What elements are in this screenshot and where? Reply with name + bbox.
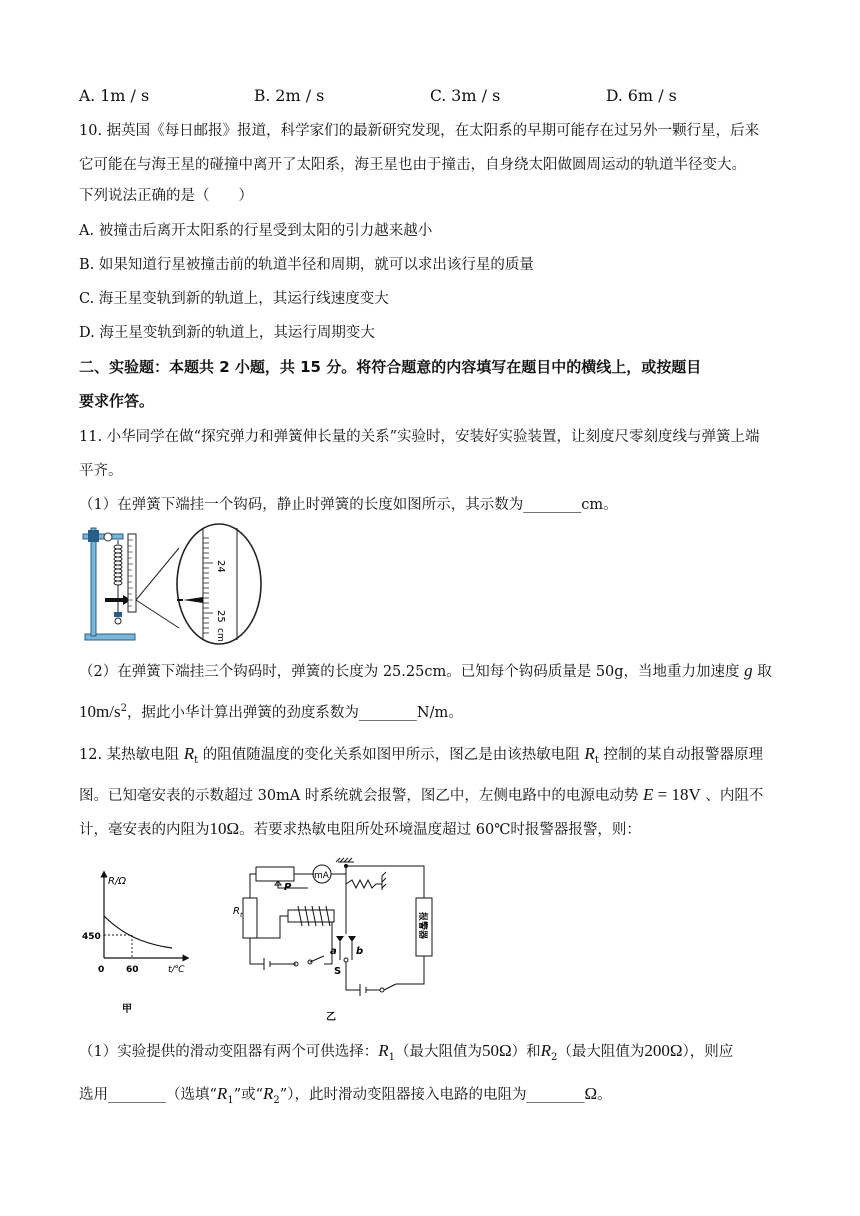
q12-part-1-text: 选用________（选填“ — [79, 1087, 217, 1103]
option-value: 3m / s — [451, 86, 501, 105]
meter-resistance: 10Ω — [209, 819, 240, 838]
q10-stem-line-1: 10. 据英国《每日邮报》报道，科学家们的最新研究发现，在太阳系的早期可能存在过另外一颗行星，后来 — [79, 123, 760, 139]
q10-stem-line-3: 下列说法正确的是（ ） — [79, 188, 253, 204]
gravity-exponent: 2 — [120, 703, 127, 714]
symbol-sub-2: 2 — [551, 1051, 558, 1063]
section-heading-line-1: 二、实验题：本题共 2 小题，共 15 分。将符合题意的内容填写在题目中的横线上，或按题目 — [79, 358, 702, 376]
gravity-value: 10m/s — [79, 701, 121, 721]
q12-part-1-text: （1）实验提供的滑动变阻器有两个可供选择： — [79, 1044, 379, 1060]
q10-stem-line-2: 它可能在与海王星的碰撞中离开了太阳系，海王星也由于撞击，自身绕太阳做圆周运动的轨道半径变大。 — [79, 157, 746, 173]
q11-part-2-line-1 — [79, 661, 772, 682]
q12-text: 。若要求热敏电阻所处环境温度超过 60℃时报警器报警，则： — [239, 822, 641, 838]
option-letter: A. — [79, 87, 96, 105]
q12-part-1-text: ”），此时滑动变阻器接入电路的电阻为________ — [279, 1087, 585, 1103]
symbol-r1: R — [378, 1041, 389, 1060]
q9-option-d — [606, 86, 677, 105]
circuit-label-p: P — [284, 882, 292, 893]
ruler-label-cm: cm — [215, 628, 225, 642]
q11-stem-line-2: 平齐。 — [79, 463, 123, 479]
graph-y-tick-450: 450 — [82, 932, 101, 942]
graph-x-tick-60: 60 — [126, 965, 139, 975]
q12-stem-line-1 — [79, 744, 763, 771]
q12-part-1-line-2 — [79, 1084, 612, 1111]
q10-option-d: D. 海王星变轨到新的轨道上，其运行周期变大 — [79, 325, 375, 341]
q11-part-2-line-2 — [79, 699, 463, 723]
graph-caption: 甲 — [122, 1004, 132, 1015]
graph-x-label: t/℃ — [168, 965, 185, 975]
q12-part-1-line-1 — [79, 1041, 733, 1068]
symbol-g: g — [744, 661, 753, 680]
symbol-sub-2: 2 — [273, 1094, 280, 1106]
option-letter: D. — [606, 87, 623, 105]
q10-option-a: A. 被撞击后离开太阳系的行星受到太阳的引力越来越小 — [79, 223, 433, 239]
circuit-label-s: S — [334, 966, 342, 977]
alarm-circuit-diagram — [220, 854, 450, 1024]
q12-part-1-text: ”或“ — [233, 1087, 264, 1103]
q12-text: 的阻值随温度的变化关系如图甲所示，图乙是由该热敏电阻 — [198, 747, 585, 763]
option-letter: C. — [430, 87, 447, 105]
r2-max-value: 200Ω — [644, 1041, 683, 1060]
q12-text: 图。已知毫安表的示数超过 30mA 时系统就会报警，图乙中，左侧电路中的电源电动势 — [79, 788, 643, 804]
q11-stem-line-1: 11. 小华同学在做“探究弹力和弹簧伸长量的关系”实验时，安装好实验装置，让刻度尺零刻度线与弹簧上端 — [79, 429, 760, 445]
q11-part-2-text-end: 取 — [752, 664, 772, 680]
symbol-sub-1: 1 — [227, 1094, 234, 1106]
option-value: 6m / s — [627, 86, 677, 105]
symbol-r2: R — [540, 1041, 552, 1060]
option-value: 1m / s — [100, 86, 150, 105]
symbol-r2: R — [263, 1084, 274, 1103]
ruler-label-24: 24 — [215, 560, 226, 573]
circuit-label-a: a — [330, 946, 337, 957]
graph-y-label: R/Ω — [108, 876, 126, 887]
q12-text: 、内阻不 — [700, 788, 764, 804]
ruler-label-25: 25 — [215, 610, 226, 623]
emf-value: = 18V — [653, 785, 701, 804]
symbol-e: E — [643, 785, 654, 804]
q11-part-1: （1）在弹簧下端挂一个钩码，静止时弹簧的长度如图所示，其示数为________cm。 — [79, 497, 618, 513]
q12-text: 12. 某热敏电阻 — [79, 747, 184, 763]
q11-part-2-question: ，据此小华计算出弹簧的劲度系数为________N/m。 — [126, 704, 463, 721]
q12-part-1-text: ）和 — [511, 1044, 541, 1060]
q9-option-c — [430, 86, 500, 105]
resistance-temperature-graph — [80, 868, 190, 1018]
alarm-label: 报警器 — [417, 912, 427, 940]
symbol-sub-t: t — [594, 754, 599, 766]
option-value: 2m / s — [275, 86, 325, 105]
q12-text: 计，毫安表的内阻为 — [79, 822, 210, 838]
circuit-label-rt: $R_t$ — [233, 906, 243, 919]
circuit-label-ma: mA — [314, 871, 329, 881]
q12-stem-line-2 — [79, 785, 763, 806]
q10-option-b: B. 如果知道行星被撞击前的轨道半径和周期，就可以求出该行星的质量 — [79, 257, 534, 273]
q12-text: 控制的某自动报警器原理 — [598, 747, 763, 763]
q11-part-2-text: （2）在弹簧下端挂三个钩码时，弹簧的长度为 25.25cm。已知每个钩码质量是 50g，当地重力加速度 — [79, 664, 745, 680]
symbol-sub-1: 1 — [388, 1051, 395, 1063]
ohm-unit: Ω — [584, 1084, 598, 1103]
r1-max-value: 50Ω — [482, 1041, 512, 1060]
q12-part-1-text: （最大阻值为 — [557, 1044, 645, 1060]
section-heading-line-2: 要求作答。 — [79, 392, 155, 410]
q9-option-a — [79, 86, 149, 105]
option-letter: B. — [254, 87, 271, 105]
q12-stem-line-3 — [79, 819, 641, 840]
symbol-r: R — [183, 744, 195, 763]
symbol-sub-t: t — [194, 754, 199, 766]
graph-origin-label: 0 — [98, 965, 105, 975]
circuit-caption: 乙 — [326, 1012, 336, 1023]
circuit-label-b: b — [356, 946, 364, 957]
q12-part-1-text: 。 — [597, 1087, 612, 1103]
q12-part-1-text: ），则应 — [682, 1044, 734, 1060]
symbol-r: R — [584, 744, 595, 763]
q12-part-1-text: （最大阻值为 — [395, 1044, 482, 1060]
symbol-r1: R — [216, 1084, 228, 1103]
spring-apparatus-figure — [79, 520, 269, 648]
q10-option-c: C. 海王星变轨到新的轨道上，其运行线速度变大 — [79, 291, 389, 307]
q9-option-b — [254, 86, 324, 105]
